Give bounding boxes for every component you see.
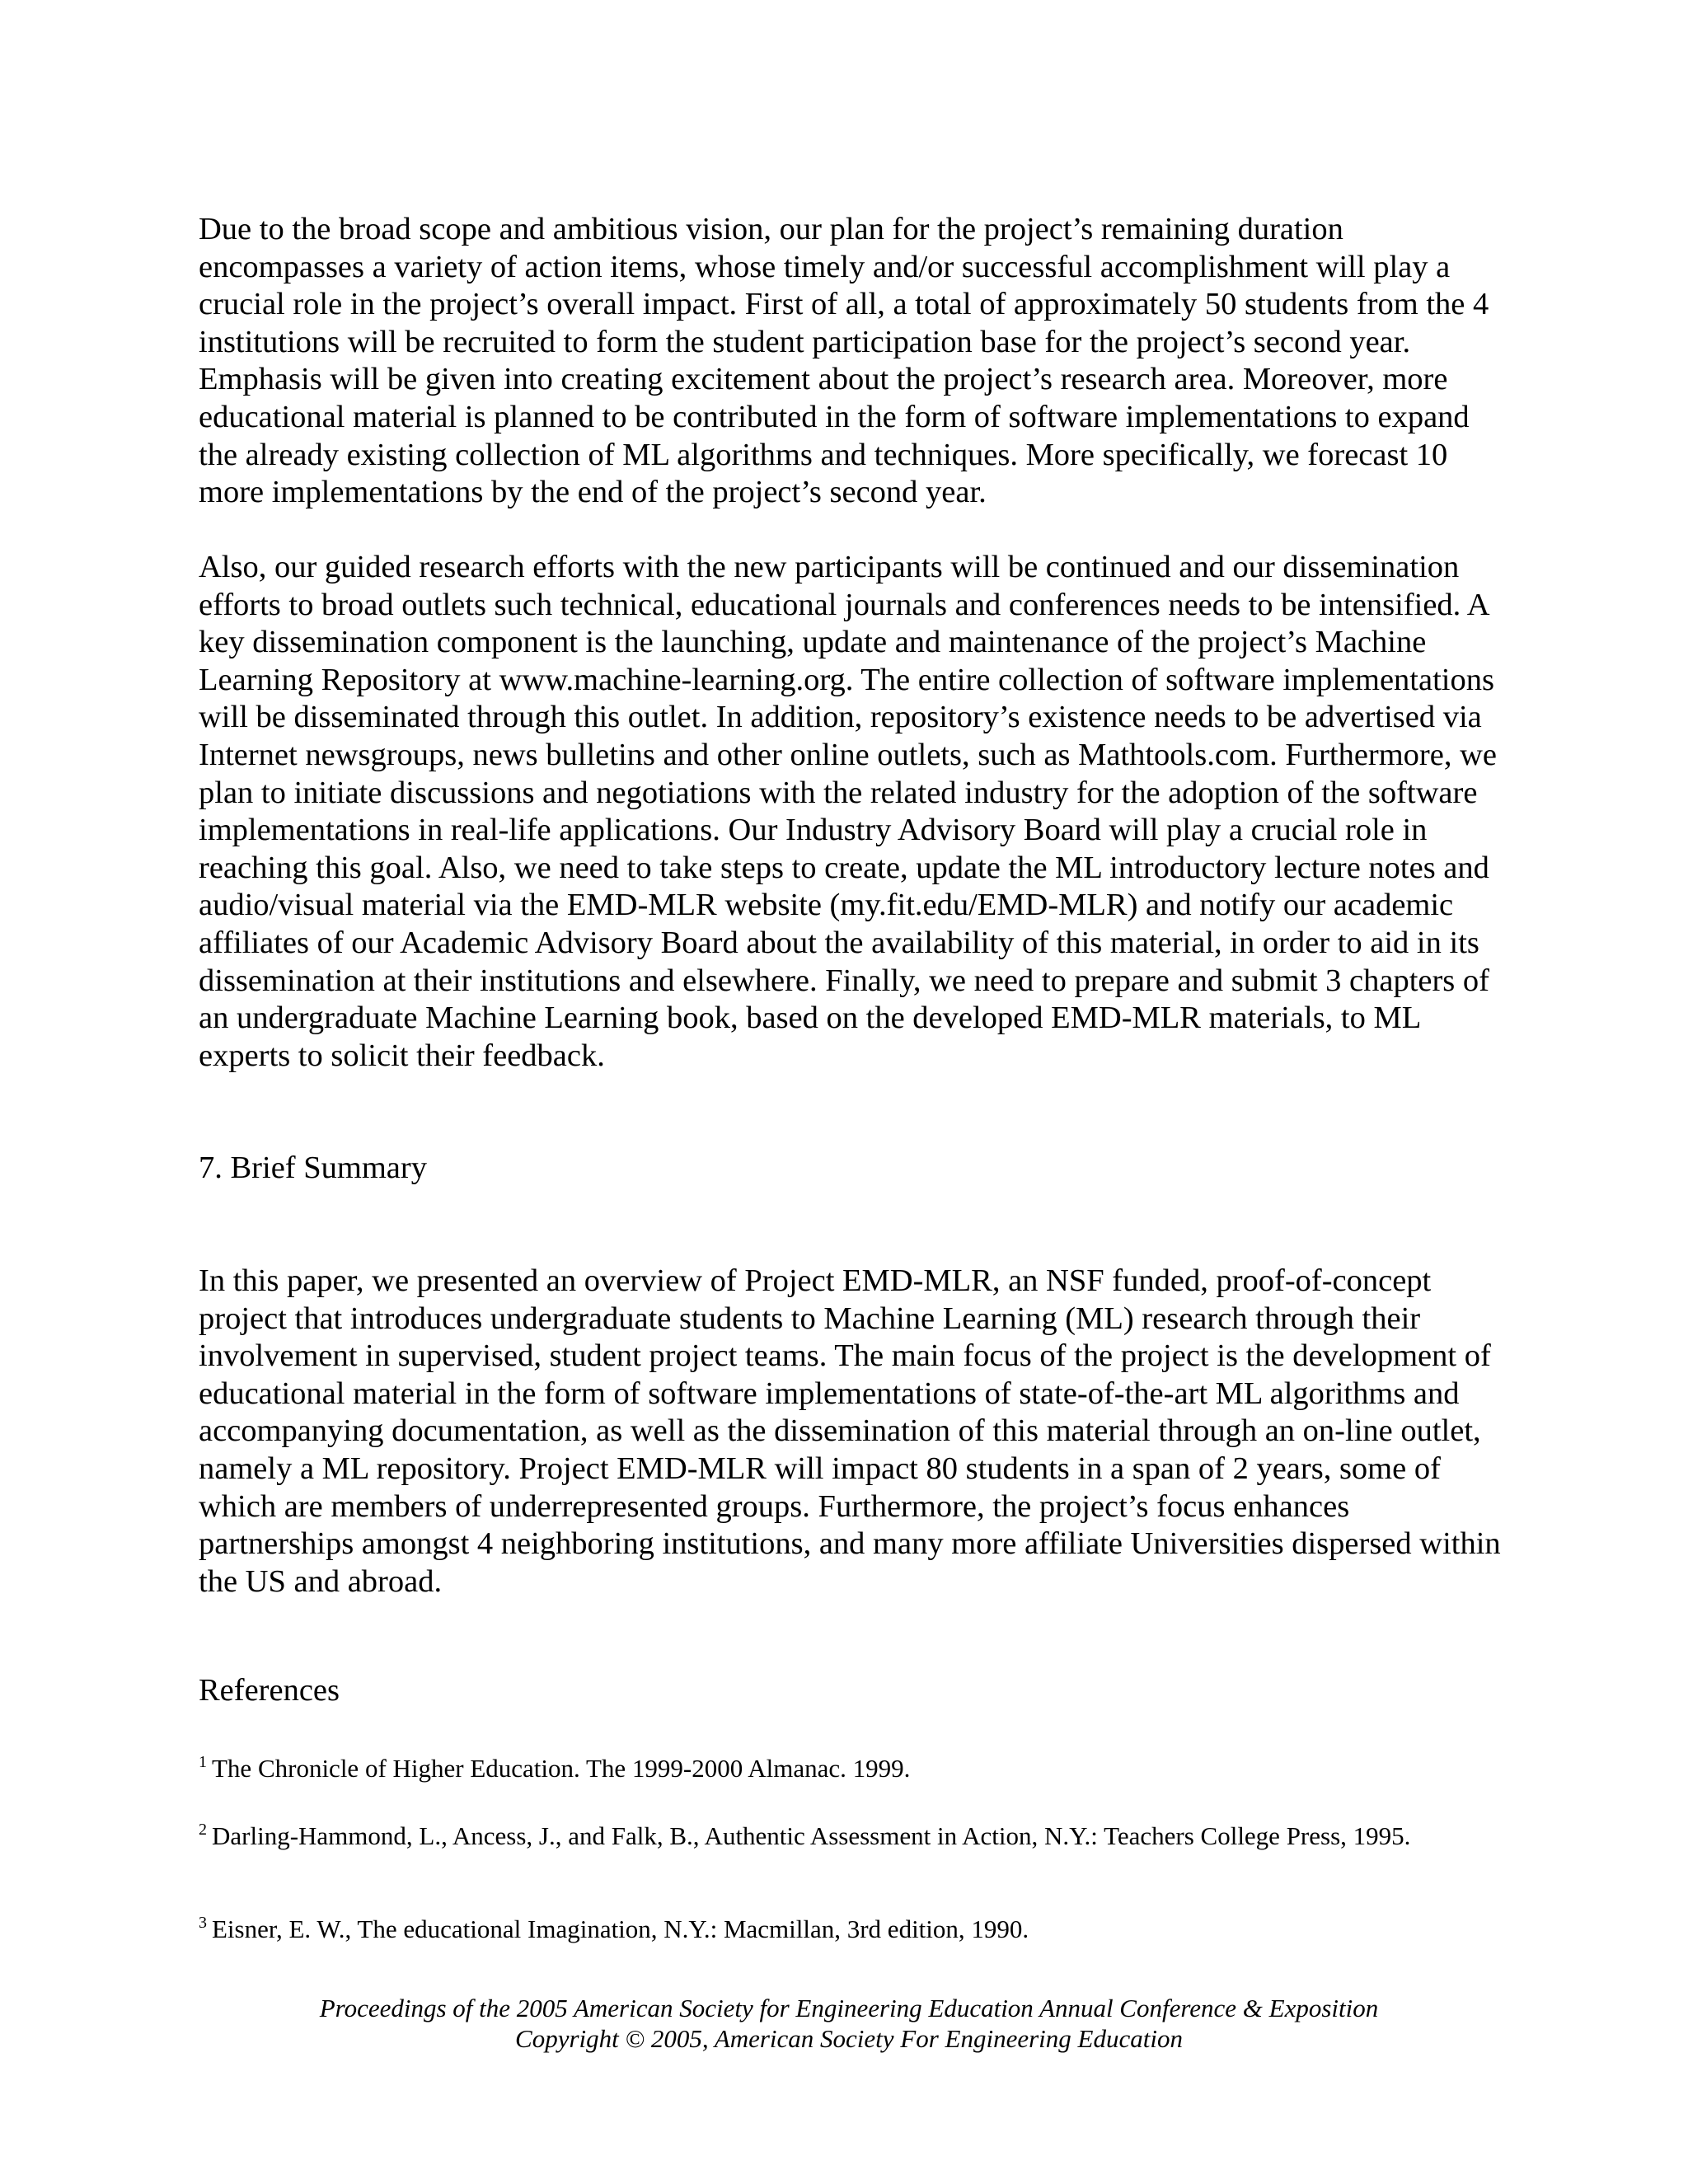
footer-copyright: Copyright © 2005, American Society For Engineering Education (515, 2024, 1183, 2053)
reference-item (199, 1821, 1468, 1851)
paragraph-summary: In this paper, we presented an overview of Project EMD-MLR, an NSF funded, proof-of-concept project that introduces undergraduate students to Machine Learning (ML) research through their involvement in supervised, student project teams. The main focus of the project is the development of educational material in the form of software implementations of state-of-the-art ML algorithms and accompanying documentation, as well as the dissemination of this material through an on-line outlet, namely a ML repository. Project EMD-MLR will impact 80 students in a span of 2 years, some of which are members of underrepresented groups. Furthermore, the project’s focus enhances partnerships amongst 4 neighboring institutions, and many more affiliate Universities dispersed within the US and abroad. (199, 1263, 1501, 1599)
reference-number: 2 (199, 1821, 207, 1839)
reference-number: 3 (199, 1914, 207, 1932)
paragraph-dissemination: Also, our guided research efforts with the new participants will be continued and our dissemination efforts to broad outlets such technical, educational journals and conferences needs to be intensified. A key dissemination component is the launching, update and maintenance of the project’s Machine Learning Repository at www.machine-learning.org. The entire collection of software implementations will be disseminated through this outlet. In addition, repository’s existence needs to be advertised via Internet newsgroups, news bulletins and other online outlets, such as Mathtools.com. Furthermore, we plan to initiate discussions and negotiations with the related industry for the adoption of the software implementations in real-life applications. Our Industry Advisory Board will play a crucial role in reaching this goal. Also, we need to take steps to create, update the ML introductory lecture notes and audio/visual material via the EMD-MLR website (my.fit.edu/EMD-MLR) and notify our academic affiliates of our Academic Advisory Board about the availability of this material, in order to aid in its dissemination at their institutions and elsewhere. Finally, we need to prepare and submit 3 chapters of an undergraduate Machine Learning book, based on the developed EMD-MLR materials, to ML experts to solicit their feedback. (199, 550, 1497, 1073)
section-heading-brief-summary: 7. Brief Summary (199, 1151, 427, 1185)
footer-proceedings: Proceedings of the 2005 American Society for Engineering Education Annual Conference & Exposition (319, 1994, 1379, 2022)
reference-number: 1 (199, 1753, 207, 1771)
paragraph-plan: Due to the broad scope and ambitious vision, our plan for the project’s remaining duration encompasses a variety of action items, whose timely and/or successful accomplishment will play a crucial role in the project’s overall impact. First of all, a total of approximately 50 students from the 4 institutions will be recruited to form the student participation base for the project’s second year. Emphasis will be given into creating excitement about the project’s research area. Moreover, more educational material is planned to be contributed in the form of software implementations to expand the already existing collection of ML algorithms and techniques. More specifically, we forecast 10 more implementations by the end of the project’s second year. (199, 212, 1489, 510)
reference-text: Eisner, E. W., The educational Imagination, N.Y.: Macmillan, 3rd edition, 1990. (212, 1915, 1029, 1943)
reference-item (199, 1753, 1468, 1783)
reference-item (199, 1914, 1468, 1944)
section-heading-references: References (199, 1673, 340, 1708)
reference-text: Darling-Hammond, L., Ancess, J., and Falk, B., Authentic Assessment in Action, N.Y.: Teachers College Press, 1995. (212, 1821, 1411, 1850)
reference-text: The Chronicle of Higher Education. The 1999-2000 Almanac. 1999. (212, 1754, 911, 1783)
